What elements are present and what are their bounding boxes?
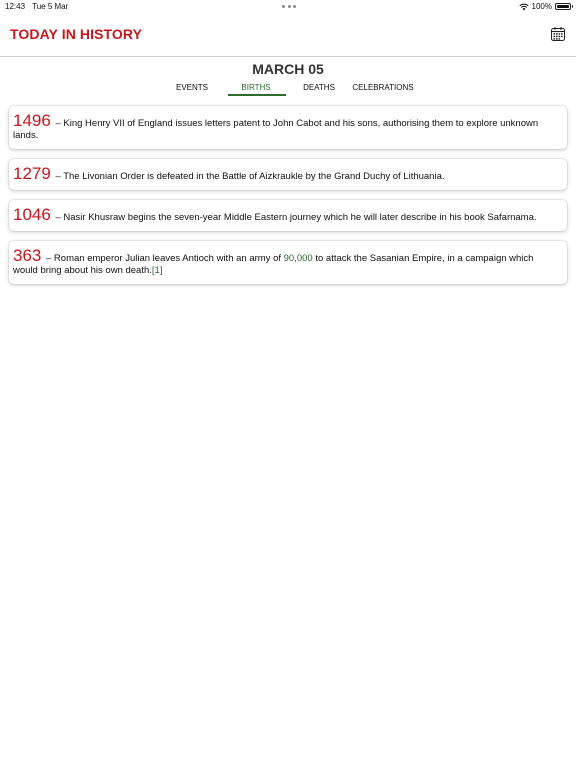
reference-link[interactable]: [1]	[151, 265, 163, 276]
event-text: – Nasir Khusraw begins the seven-year Middle Eastern journey which he will later describe in his book Safarnama.	[52, 212, 537, 223]
event-list	[9, 106, 567, 294]
tab-events-label: EVENTS	[175, 83, 208, 92]
list-item[interactable]	[9, 159, 567, 190]
list-item[interactable]	[9, 200, 567, 231]
battery-icon	[555, 3, 571, 10]
tab-deaths-label: DEATHS	[303, 83, 335, 92]
status-right	[519, 2, 571, 11]
app-header	[0, 14, 576, 57]
event-year: 363	[13, 246, 42, 265]
tab-celebrations-label: CELEBRATIONS	[352, 83, 414, 92]
status-time: 12:43	[5, 2, 26, 11]
wifi-icon	[519, 3, 529, 11]
battery-fill	[557, 5, 569, 8]
tab-births-label: BIRTHS	[241, 83, 271, 92]
event-year: 1279	[13, 164, 51, 183]
army-size-link[interactable]: 90,000	[283, 253, 313, 264]
tab-deaths[interactable]	[296, 83, 342, 92]
status-left	[5, 2, 73, 11]
battery-percent: 100%	[531, 2, 552, 11]
event-year: 1496	[13, 111, 51, 130]
event-text: – Roman emperor Julian leaves Antioch with an army of	[43, 253, 284, 264]
list-item[interactable]	[9, 106, 567, 149]
tab-events[interactable]	[169, 83, 215, 92]
tab-births[interactable]	[228, 83, 284, 92]
app-title: TODAY IN HISTORY	[10, 26, 143, 42]
calendar-icon[interactable]	[550, 26, 566, 42]
event-year: 1046	[13, 205, 51, 224]
tab-celebrations[interactable]	[348, 83, 418, 92]
event-text: – The Livonian Order is defeated in the Battle of Aizkraukle by the Grand Duchy of Lithuania.	[52, 171, 445, 182]
event-text-continued: to attack the Sasanian Empire, in a campaign which would bring about his own death.	[13, 253, 534, 276]
list-item[interactable]	[9, 241, 567, 284]
multitasking-dots-icon[interactable]	[282, 5, 296, 8]
active-tab-indicator	[228, 94, 286, 96]
date-heading: MARCH 05	[252, 61, 324, 77]
category-tabs	[0, 81, 576, 97]
status-bar	[0, 0, 576, 14]
event-text: – King Henry VII of England issues letters patent to John Cabot and his sons, authorising them to explore unknown lands.	[13, 118, 539, 141]
status-date: Tue 5 Mar	[32, 2, 69, 11]
